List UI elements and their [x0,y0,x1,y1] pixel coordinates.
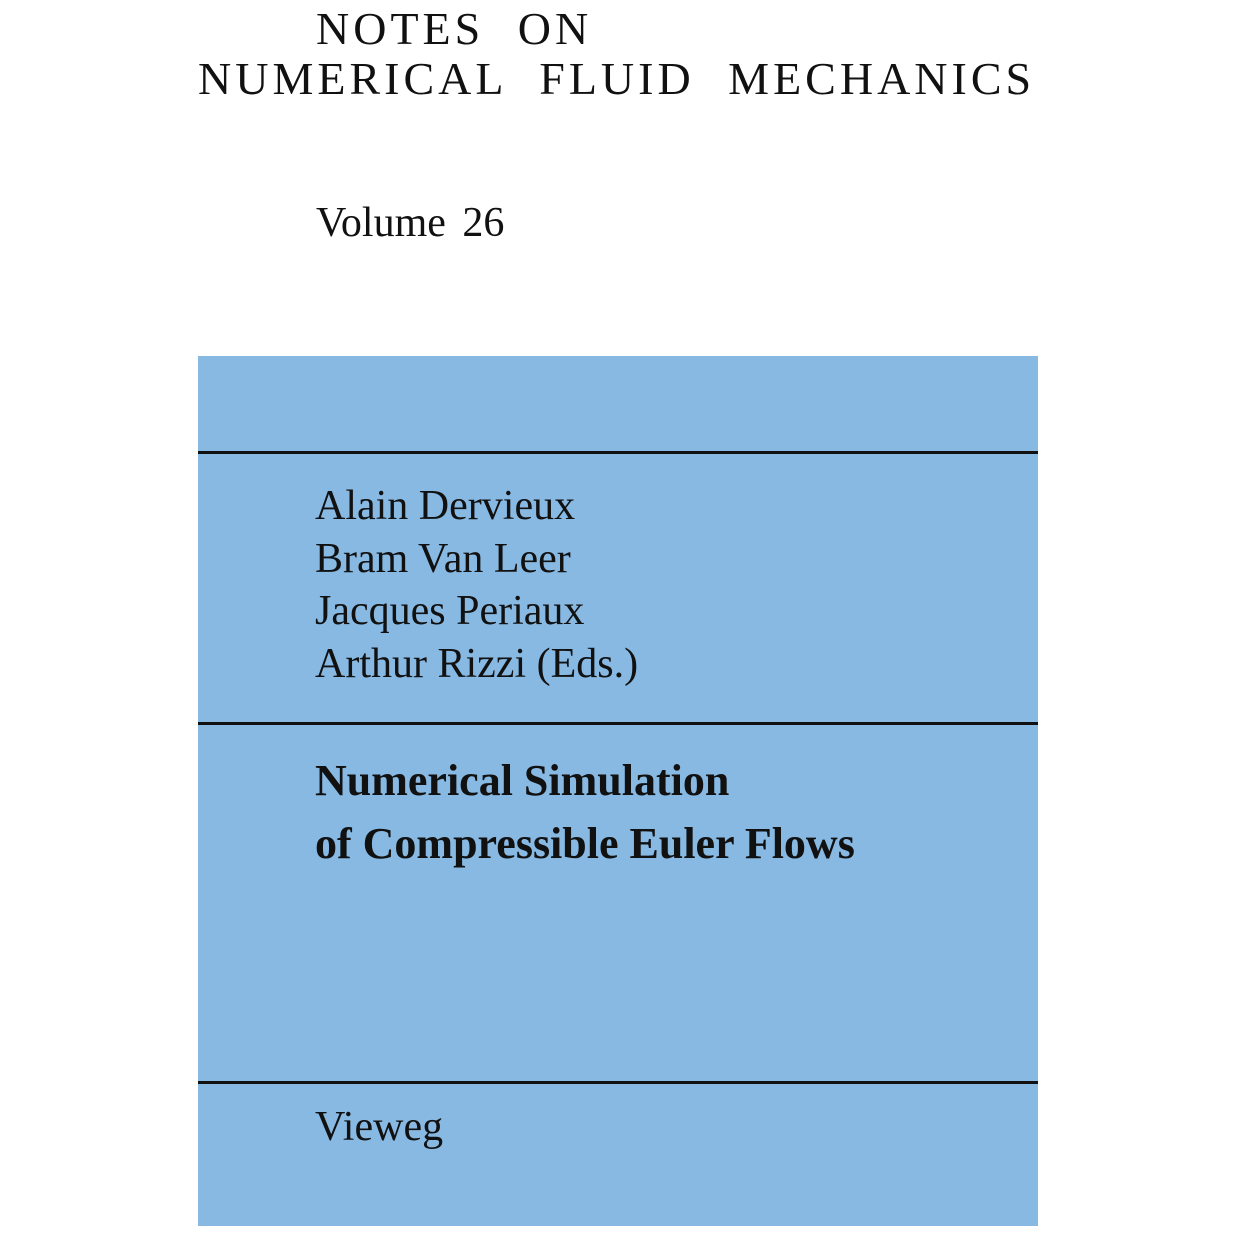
editor-name: Alain Dervieux [315,483,576,529]
divider-rule [198,722,1038,725]
cover-panel [198,356,1038,1226]
book-title [315,749,855,875]
divider-rule [198,451,1038,454]
book-title-line-2: of Compressible Euler Flows [315,819,855,868]
series-title-line-2: NUMERICAL FLUID MECHANICS [198,53,1036,104]
divider-rule [198,1081,1038,1084]
book-title-line-1: Numerical Simulation [315,756,730,805]
publisher-name: Vieweg [315,1104,444,1150]
volume-number: Volume 26 [316,200,505,246]
editor-list [315,480,638,690]
editor-name: Arthur Rizzi (Eds.) [315,640,639,687]
series-title-line-1: NOTES ON [316,3,593,54]
editor-name: Jacques Periaux [315,588,585,634]
editor-name: Bram Van Leer [315,535,571,582]
